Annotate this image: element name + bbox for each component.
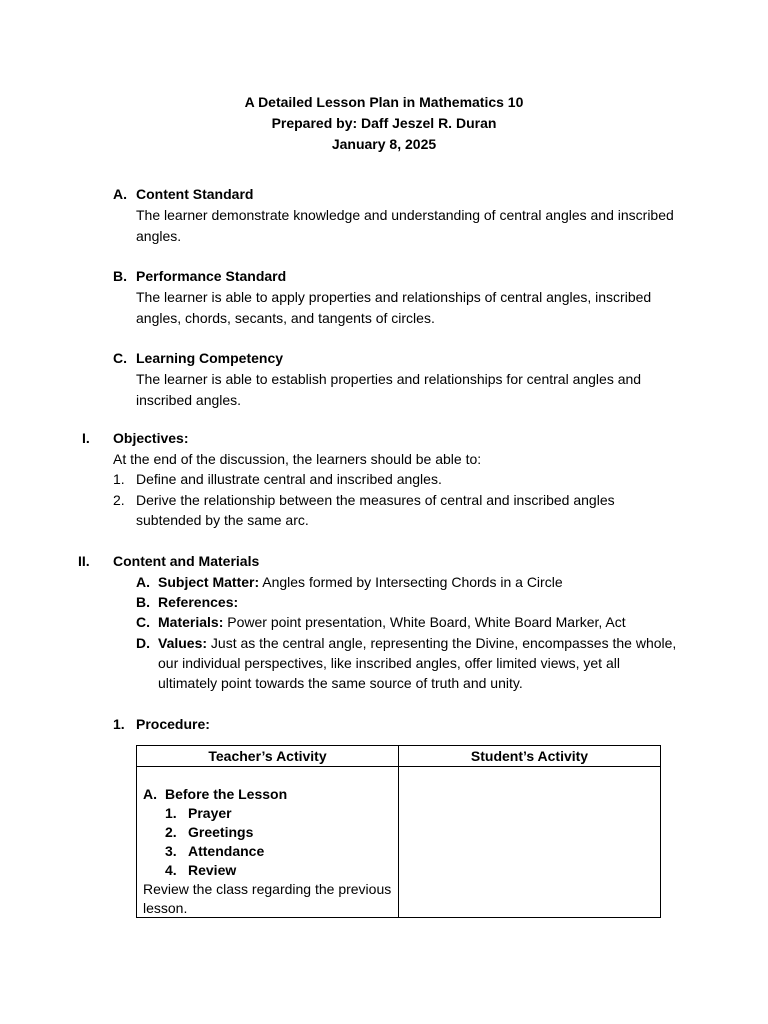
values-line [158,633,676,653]
activity-note: Review the class regarding the previous [143,881,392,897]
student-activity-cell [399,767,661,918]
activity-heading: Before the Lesson [165,786,288,802]
section-heading: Procedure: [136,716,210,732]
procedure-table [136,745,661,918]
list-item: Derive the relationship between the measures of central and inscribed angles [136,492,615,508]
step-label: Greetings [188,824,254,840]
section-heading: Content and Materials [113,553,260,569]
teacher-activity-cell [137,767,399,918]
step-label: Review [188,862,237,878]
list-item: Define and illustrate central and inscribed angles. [136,471,442,487]
list-number: 2. [113,492,125,508]
item-label: Subject Matter: [158,574,260,590]
paragraph-line: angles, chords, secants, and tangents of circles. [136,310,435,326]
list-item: subtended by the same arc. [136,512,309,528]
step-number: 1. [165,805,177,821]
document-date: January 8, 2025 [331,136,437,152]
item-label: References: [158,594,239,610]
section-heading: Performance Standard [136,268,287,284]
step-label: Attendance [188,843,265,859]
prepared-by: Prepared by: Daff Jeszel R. Duran [271,115,497,131]
section-marker: A. [113,186,127,202]
column-header-student: Student’s Activity [399,746,661,767]
item-text: Power point presentation, White Board, White Board Marker, Act [223,614,626,630]
item-text: Angles formed by Intersecting Chords in a Circle [259,574,563,590]
section-marker: 1. [113,716,125,732]
list-marker: A. [136,574,150,590]
values-line: our individual perspectives, like inscribed angles, offer limited views, yet all [158,655,620,671]
activity-note: lesson. [143,900,188,916]
item-text: Just as the central angle, representing the Divine, encompasses the whole, [207,635,677,651]
item-label: Values: [158,635,208,651]
paragraph-line: inscribed angles. [136,392,242,408]
list-marker: C. [136,614,150,630]
table-header-row [137,746,661,767]
section-marker: B. [113,268,127,284]
list-marker: A. [143,786,157,802]
step-number: 3. [165,843,177,859]
materials-line [158,612,626,632]
section-marker: II. [78,553,90,569]
table-row [137,767,661,918]
references-line [158,592,238,612]
document-title: A Detailed Lesson Plan in Mathematics 10 [244,94,524,110]
paragraph-line: The learner is able to apply properties and relationships of central angles, inscribed [136,289,652,305]
values-line: ultimately point towards the same source of truth and unity. [158,675,523,691]
paragraph-line: The learner is able to establish properties and relationships for central angles and [136,371,642,387]
section-marker: I. [82,430,90,446]
item-label: Materials: [158,614,224,630]
objectives-intro: At the end of the discussion, the learners should be able to: [113,451,482,467]
step-number: 4. [165,862,177,878]
list-number: 1. [113,471,125,487]
paragraph-line: angles. [136,228,182,244]
subject-matter-line [158,572,563,592]
column-header-teacher: Teacher’s Activity [137,746,399,767]
section-heading: Learning Competency [136,350,284,366]
step-label: Prayer [188,805,232,821]
list-marker: D. [136,635,150,651]
section-heading: Content Standard [136,186,254,202]
step-number: 2. [165,824,177,840]
section-marker: C. [113,350,127,366]
section-heading: Objectives: [113,430,189,446]
list-marker: B. [136,594,150,610]
paragraph-line: The learner demonstrate knowledge and understanding of central angles and inscribed [136,207,674,223]
